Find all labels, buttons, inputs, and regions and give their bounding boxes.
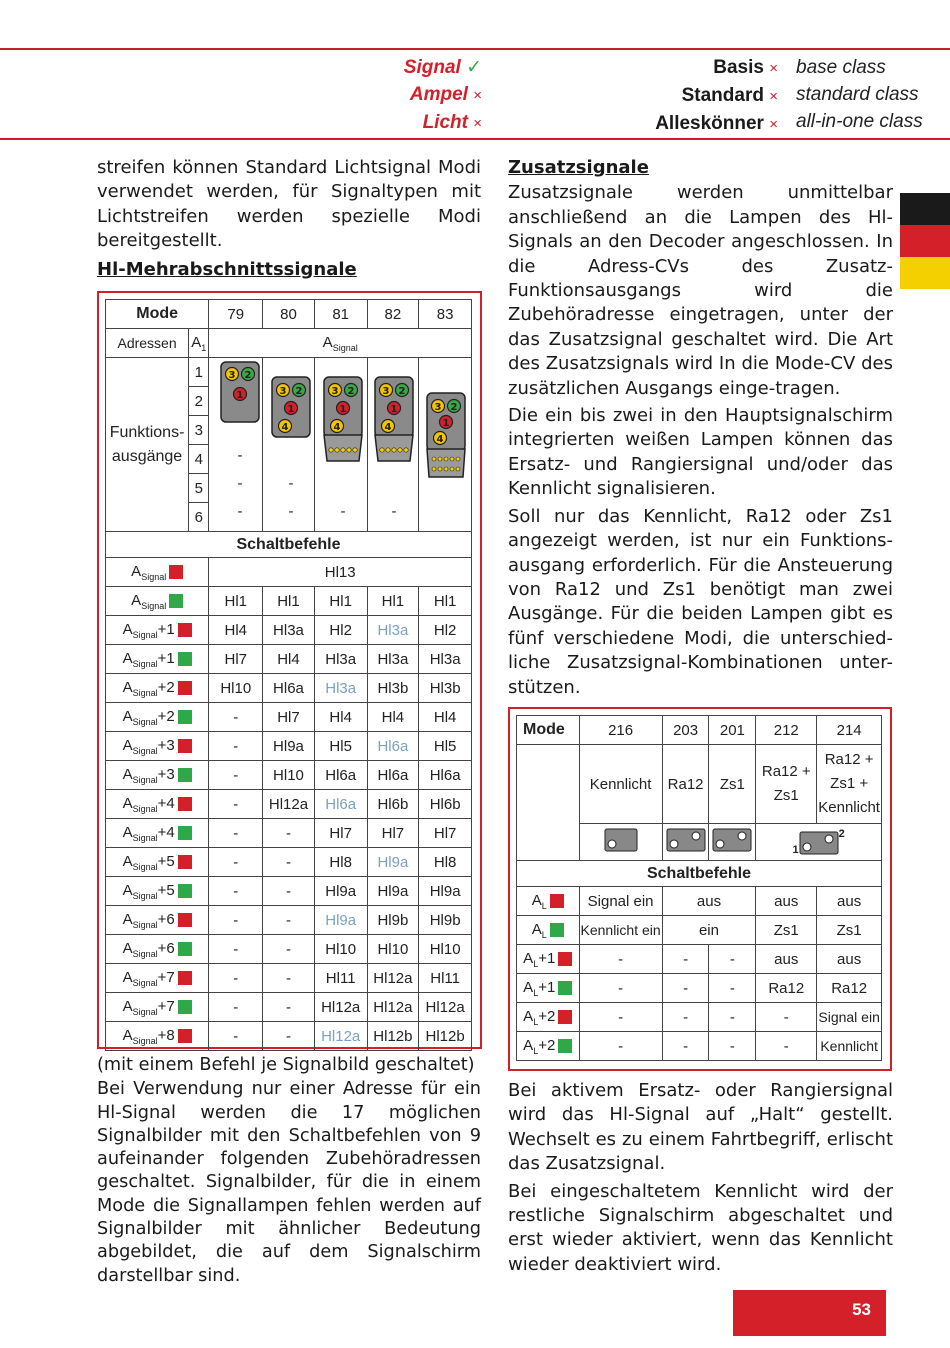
command-cell: Hl3b [367,674,419,703]
command-cell: - [209,761,263,790]
command-cell: Hl3b [419,674,472,703]
command-cell: Ra12 [756,974,817,1003]
command-cell: Hl3a [419,645,472,674]
row-label: $A_{Signal}+7$ [106,993,209,1022]
green-square-icon [558,1039,572,1053]
svg-text:2: 2 [347,386,355,397]
command-cell: Hl9a [314,877,367,906]
lamp-label-2: 2 [838,828,845,840]
svg-text:1: 1 [390,404,398,415]
row-label: $A_{Signal}+5$ [106,848,209,877]
mode2-header: Mode [517,716,580,745]
command-cell: Kennlicht [817,1032,882,1061]
command-cell: Hl10 [367,935,419,964]
cell: aus [662,887,756,916]
cell: Signal ein [579,887,662,916]
lamp-one-icon [604,828,638,852]
command-cell: - [579,974,662,1003]
command-cell: aus [756,945,817,974]
svg-text:2: 2 [295,386,303,397]
svg-text:1: 1 [287,404,295,415]
command-cell: Hl6b [367,790,419,819]
svg-text:1: 1 [442,418,450,429]
command-cell: - [209,964,263,993]
command-cell: Hl1 [314,587,367,616]
empty-output-dash: - [237,447,243,464]
command-cell: Hl4 [209,616,263,645]
command-cell: Hl8 [419,848,472,877]
empty-output-dash: - [340,503,346,520]
command-cell: Hl6a [367,732,419,761]
row-label: $A_{Signal}+5$ [106,877,209,906]
zusatz-paragraph-4: Bei aktivem Ersatz- oder Rangiersignal wird das Hl-Signal auf „Halt“ gestellt. Wechselt es zu einem Fahrtbegriff, erlischt das Zusatzsignal. [508,1080,893,1175]
empty-output-dash: - [391,503,397,520]
command-cell: Hl4 [314,703,367,732]
command-cell: - [709,1032,756,1061]
svg-text:3: 3 [279,386,287,397]
lamp-two-icon [799,831,839,855]
cell: aus [817,887,882,916]
mode-203: 203 [662,716,709,745]
command-cell: Hl6a [314,790,367,819]
green-square-icon [550,923,564,937]
after-table-note: (mit einem Befehl je Signalbild geschaltet) [97,1055,475,1075]
mode-79: 79 [209,300,263,329]
command-cell: Hl1 [263,587,315,616]
lamp-212-214 [756,824,882,861]
command-cell: - [209,848,263,877]
row-label: $A_{Signal}+6$ [106,935,209,964]
command-cell: Hl5 [419,732,472,761]
command-cell: - [756,1032,817,1061]
svg-text:2: 2 [398,386,406,397]
command-cell: - [263,877,315,906]
svg-text:3: 3 [382,386,390,397]
command-cell: - [209,819,263,848]
svg-text:3: 3 [434,402,442,413]
command-cell: Hl3a [314,674,367,703]
command-cell: Hl10 [314,935,367,964]
row2-al-green: $A_L$ [517,916,580,945]
command-cell: - [709,945,756,974]
command-cell: - [209,732,263,761]
command-cell: - [209,790,263,819]
command-cell: Ra12 [817,974,882,1003]
svg-text:3: 3 [228,370,236,381]
command-cell: Hl10 [419,935,472,964]
header-classes: Basis × Standard × Alleskönner × [655,57,778,134]
svg-text:4: 4 [333,422,341,433]
command-cell: Hl9a [419,877,472,906]
command-cell: Hl12a [314,993,367,1022]
svg-text:4: 4 [384,422,392,433]
zusatz-paragraph-3: Soll nur das Kennlicht, Ra12 oder Zs1 angezeigt werden, ist nur ein Funktions-ausgang erforderlich. Für die Ansteuerung von Ra12 und Zs1 benötigt man zwei Ausgänge. Für die beiden Lampen gibt es fünf verschiedene Modi, die unterschied-liche Zusatzsignal-Kombinationen unter-stützen. [508,505,893,698]
command-cell: Hl1 [209,587,263,616]
row-label: $A_{Signal}+4$ [106,790,209,819]
svg-text:4: 4 [281,422,289,433]
asignal-label: $A_{Signal}$ [209,329,472,358]
command-cell: - [662,1032,709,1061]
name-212: Ra12 + Zs1 [756,745,817,824]
command-cell: - [209,993,263,1022]
schaltbefehle-header: Schaltbefehle [106,532,472,558]
command-cell: Hl10 [263,761,315,790]
row-label: $A_L+2$ [517,1032,580,1061]
mode-83: 83 [419,300,472,329]
command-cell: Hl9a [367,848,419,877]
zusatz-command-row [517,1032,882,1061]
command-cell: - [263,819,315,848]
command-cell: - [579,1032,662,1061]
command-cell: Hl6a [263,674,315,703]
zusatz-paragraph-2: Die ein bis zwei in den Hauptsignalschirm integrierten weißen Lampen können das Ersatz- und Rangiersignal und/oder das Kennlicht signalisieren. [508,405,893,500]
mode-header: Mode [106,300,209,329]
mode-216: 216 [579,716,662,745]
command-cell: - [579,945,662,974]
cell: aus [756,887,817,916]
cell: Zs1 [756,916,817,945]
empty-output-dash: - [288,503,294,520]
command-cell: Hl1 [419,587,472,616]
paragraph-single-address: Bei Verwendung nur einer Adresse für ein Hl-Signal werden die 17 möglichen Signalbilder mit den Schaltbefehlen von 9 aufeinander folgenden Zubehöradressen geschaltet. Signalbilder, für die in einem Mode die Signallampen fehlen werden auf Signalbilder mit ähnlicher Bedeutung abgebildet, die auf dem Signalschirm darstellbar sind. [97,1079,481,1286]
mode2-blank [517,745,580,861]
mode-214: 214 [817,716,882,745]
page-number: 53 [733,1290,886,1336]
lamp-203 [662,824,709,861]
svg-text:2: 2 [450,402,458,413]
svg-text:4: 4 [436,434,444,445]
row-label: $A_{Signal}+6$ [106,906,209,935]
svg-text:1: 1 [236,390,244,401]
command-cell: Hl11 [314,964,367,993]
output-3: 3 [189,416,209,445]
left-column-bottom [97,1054,481,1291]
zusatz-paragraph-5: Bei eingeschaltetem Kennlicht wird der restliche Signalschirm abgeschaltet und erst wieder aktiviert, wenn das Kennlicht wieder deaktiviert wird. [508,1180,893,1275]
command-cell: Hl7 [419,819,472,848]
command-cell: Hl4 [367,703,419,732]
command-cell: Hl12a [367,993,419,1022]
output-4: 4 [189,445,209,474]
output-1: 1 [189,358,209,387]
header-signal-types: Signal ✓ Ampel × Licht × [403,57,482,133]
command-cell: Hl9a [314,906,367,935]
row-label: $A_{Signal}$ [106,587,209,616]
name-214: Ra12 + Zs1 + Kennlicht [817,745,882,824]
command-cell: Hl7 [209,645,263,674]
lamp-201 [709,824,756,861]
cell-hl13: Hl13 [209,558,472,587]
command-cell: - [756,1003,817,1032]
command-cell: - [662,1003,709,1032]
zusatz-command-row [517,1003,882,1032]
lamp-label-1: 1 [792,844,799,856]
row-label: $A_L+1$ [517,945,580,974]
right-column [508,156,893,703]
adressen-label: Adressen [106,329,189,358]
lamp-216 [579,824,662,861]
command-cell: Hl3a [263,616,315,645]
command-cell: Hl3a [314,645,367,674]
row-asignal-red: $A_{Signal}$ [106,558,209,587]
mode-81: 81 [314,300,367,329]
mode-82: 82 [367,300,419,329]
command-cell: Hl12b [419,1022,472,1051]
row-label: $A_{Signal}+8$ [106,1022,209,1051]
a1-label: $A_1$ [189,329,209,358]
command-cell: Hl3a [367,616,419,645]
command-cell: Hl9a [367,877,419,906]
command-cell: Hl10 [209,674,263,703]
zusatz-mode-table-frame [508,707,892,1071]
command-cell: Hl12a [263,790,315,819]
name-201: Zs1 [709,745,756,824]
cell: Zs1 [817,916,882,945]
cell: ein [662,916,756,945]
lamp-two-icon [666,828,706,852]
row-label: $A_{Signal}+3$ [106,732,209,761]
command-cell: Hl5 [314,732,367,761]
row2-al-red: $A_L$ [517,887,580,916]
mode-80: 80 [263,300,315,329]
command-cell: - [263,964,315,993]
section-heading-zusatz: Zusatzsignale [508,157,649,178]
command-cell: - [263,1022,315,1051]
command-cell: - [209,877,263,906]
intro-paragraph: streifen können Standard Lichtsignal Modi verwendet werden, für Signaltypen mit Lichtstreifen werden spezielle Modi bereitgestellt. [97,157,481,252]
command-cell: - [209,1022,263,1051]
empty-output-dash: - [237,475,243,492]
zusatz-command-rows [517,945,882,1061]
red-square-icon [550,894,564,908]
right-column-bottom [508,1079,893,1280]
command-cell: Hl9b [367,906,419,935]
output-2: 2 [189,387,209,416]
command-cell: Hl7 [263,703,315,732]
row-label: $A_L+1$ [517,974,580,1003]
command-cell: - [263,935,315,964]
command-cell: Hl4 [263,645,315,674]
command-cell: - [263,906,315,935]
output-5: 5 [189,474,209,503]
output-6: 6 [189,503,209,532]
command-cell: Hl7 [314,819,367,848]
command-cell: Hl9a [263,732,315,761]
section-heading-hl: Hl-Mehrabschnittssignale [97,258,357,280]
row-label: $A_{Signal}+7$ [106,964,209,993]
command-cell: Hl6a [314,761,367,790]
command-cell: Hl4 [419,703,472,732]
command-cell: Hl1 [367,587,419,616]
command-cell: Hl12a [419,993,472,1022]
command-cell: Signal ein [817,1003,882,1032]
command-cell: - [662,945,709,974]
svg-text:3: 3 [331,386,339,397]
row-label: $A_{Signal}+4$ [106,819,209,848]
command-cell: Hl9b [419,906,472,935]
name-203: Ra12 [662,745,709,824]
mode-201: 201 [709,716,756,745]
command-cell: Hl11 [419,964,472,993]
green-square-icon [558,981,572,995]
command-cell: Hl12a [367,964,419,993]
command-cell: - [209,935,263,964]
command-cell: Hl7 [367,819,419,848]
command-cell: - [579,1003,662,1032]
row-label: $A_{Signal}+2$ [106,703,209,732]
empty-output-dash: - [288,475,294,492]
mode-212: 212 [756,716,817,745]
row-label: $A_{Signal}+1$ [106,616,209,645]
command-cell: Hl6a [419,761,472,790]
command-cell: - [263,993,315,1022]
cell: Kennlicht ein [579,916,662,945]
command-cell: - [209,906,263,935]
command-cell: - [209,703,263,732]
row-label: $A_{Signal}+2$ [106,674,209,703]
zusatz-command-row [517,974,882,1003]
command-cell: - [263,848,315,877]
lamp-two-icon [712,828,752,852]
command-cell: Hl2 [314,616,367,645]
row-label: $A_{Signal}+3$ [106,761,209,790]
command-cell: - [709,974,756,1003]
command-cell: - [709,1003,756,1032]
funktions-label: Funktions-ausgänge [106,358,189,532]
command-cell: aus [817,945,882,974]
row-label: $A_L+2$ [517,1003,580,1032]
command-cell: Hl12a [314,1022,367,1051]
command-cell: Hl12b [367,1022,419,1051]
svg-text:2: 2 [244,370,252,381]
command-cell: Hl6b [419,790,472,819]
command-cell: Hl2 [419,616,472,645]
empty-output-dash: - [237,503,243,520]
header-class-names: base class standard class all-in-one class [796,57,923,132]
command-cell: Hl6a [367,761,419,790]
command-cell: Hl3a [367,645,419,674]
zusatz-paragraph-1: Zusatzsignale werden unmittelbar anschließend an die Lampen des Hl-Signals an den Decoder angeschlossen. In die Adress-CVs des Zusatz-Funktionsausgangs wird die Zubehöradresse eingetragen, unter der das Zusatzsignal geschaltet wird. Die Art des Zusatzsignals wird In die Mode-CV des zusätzlichen Ausgangs einge-tragen. [508,182,893,399]
svg-text:1: 1 [339,404,347,415]
row-label: $A_{Signal}+1$ [106,645,209,674]
zusatz-command-row [517,945,882,974]
schaltbefehle2-header: Schaltbefehle [517,861,882,887]
zusatz-mode-table [516,715,882,1061]
red-square-icon [558,1010,572,1024]
name-216: Kennlicht [579,745,662,824]
command-cell: Hl8 [314,848,367,877]
command-cell: - [662,974,709,1003]
red-square-icon [558,952,572,966]
